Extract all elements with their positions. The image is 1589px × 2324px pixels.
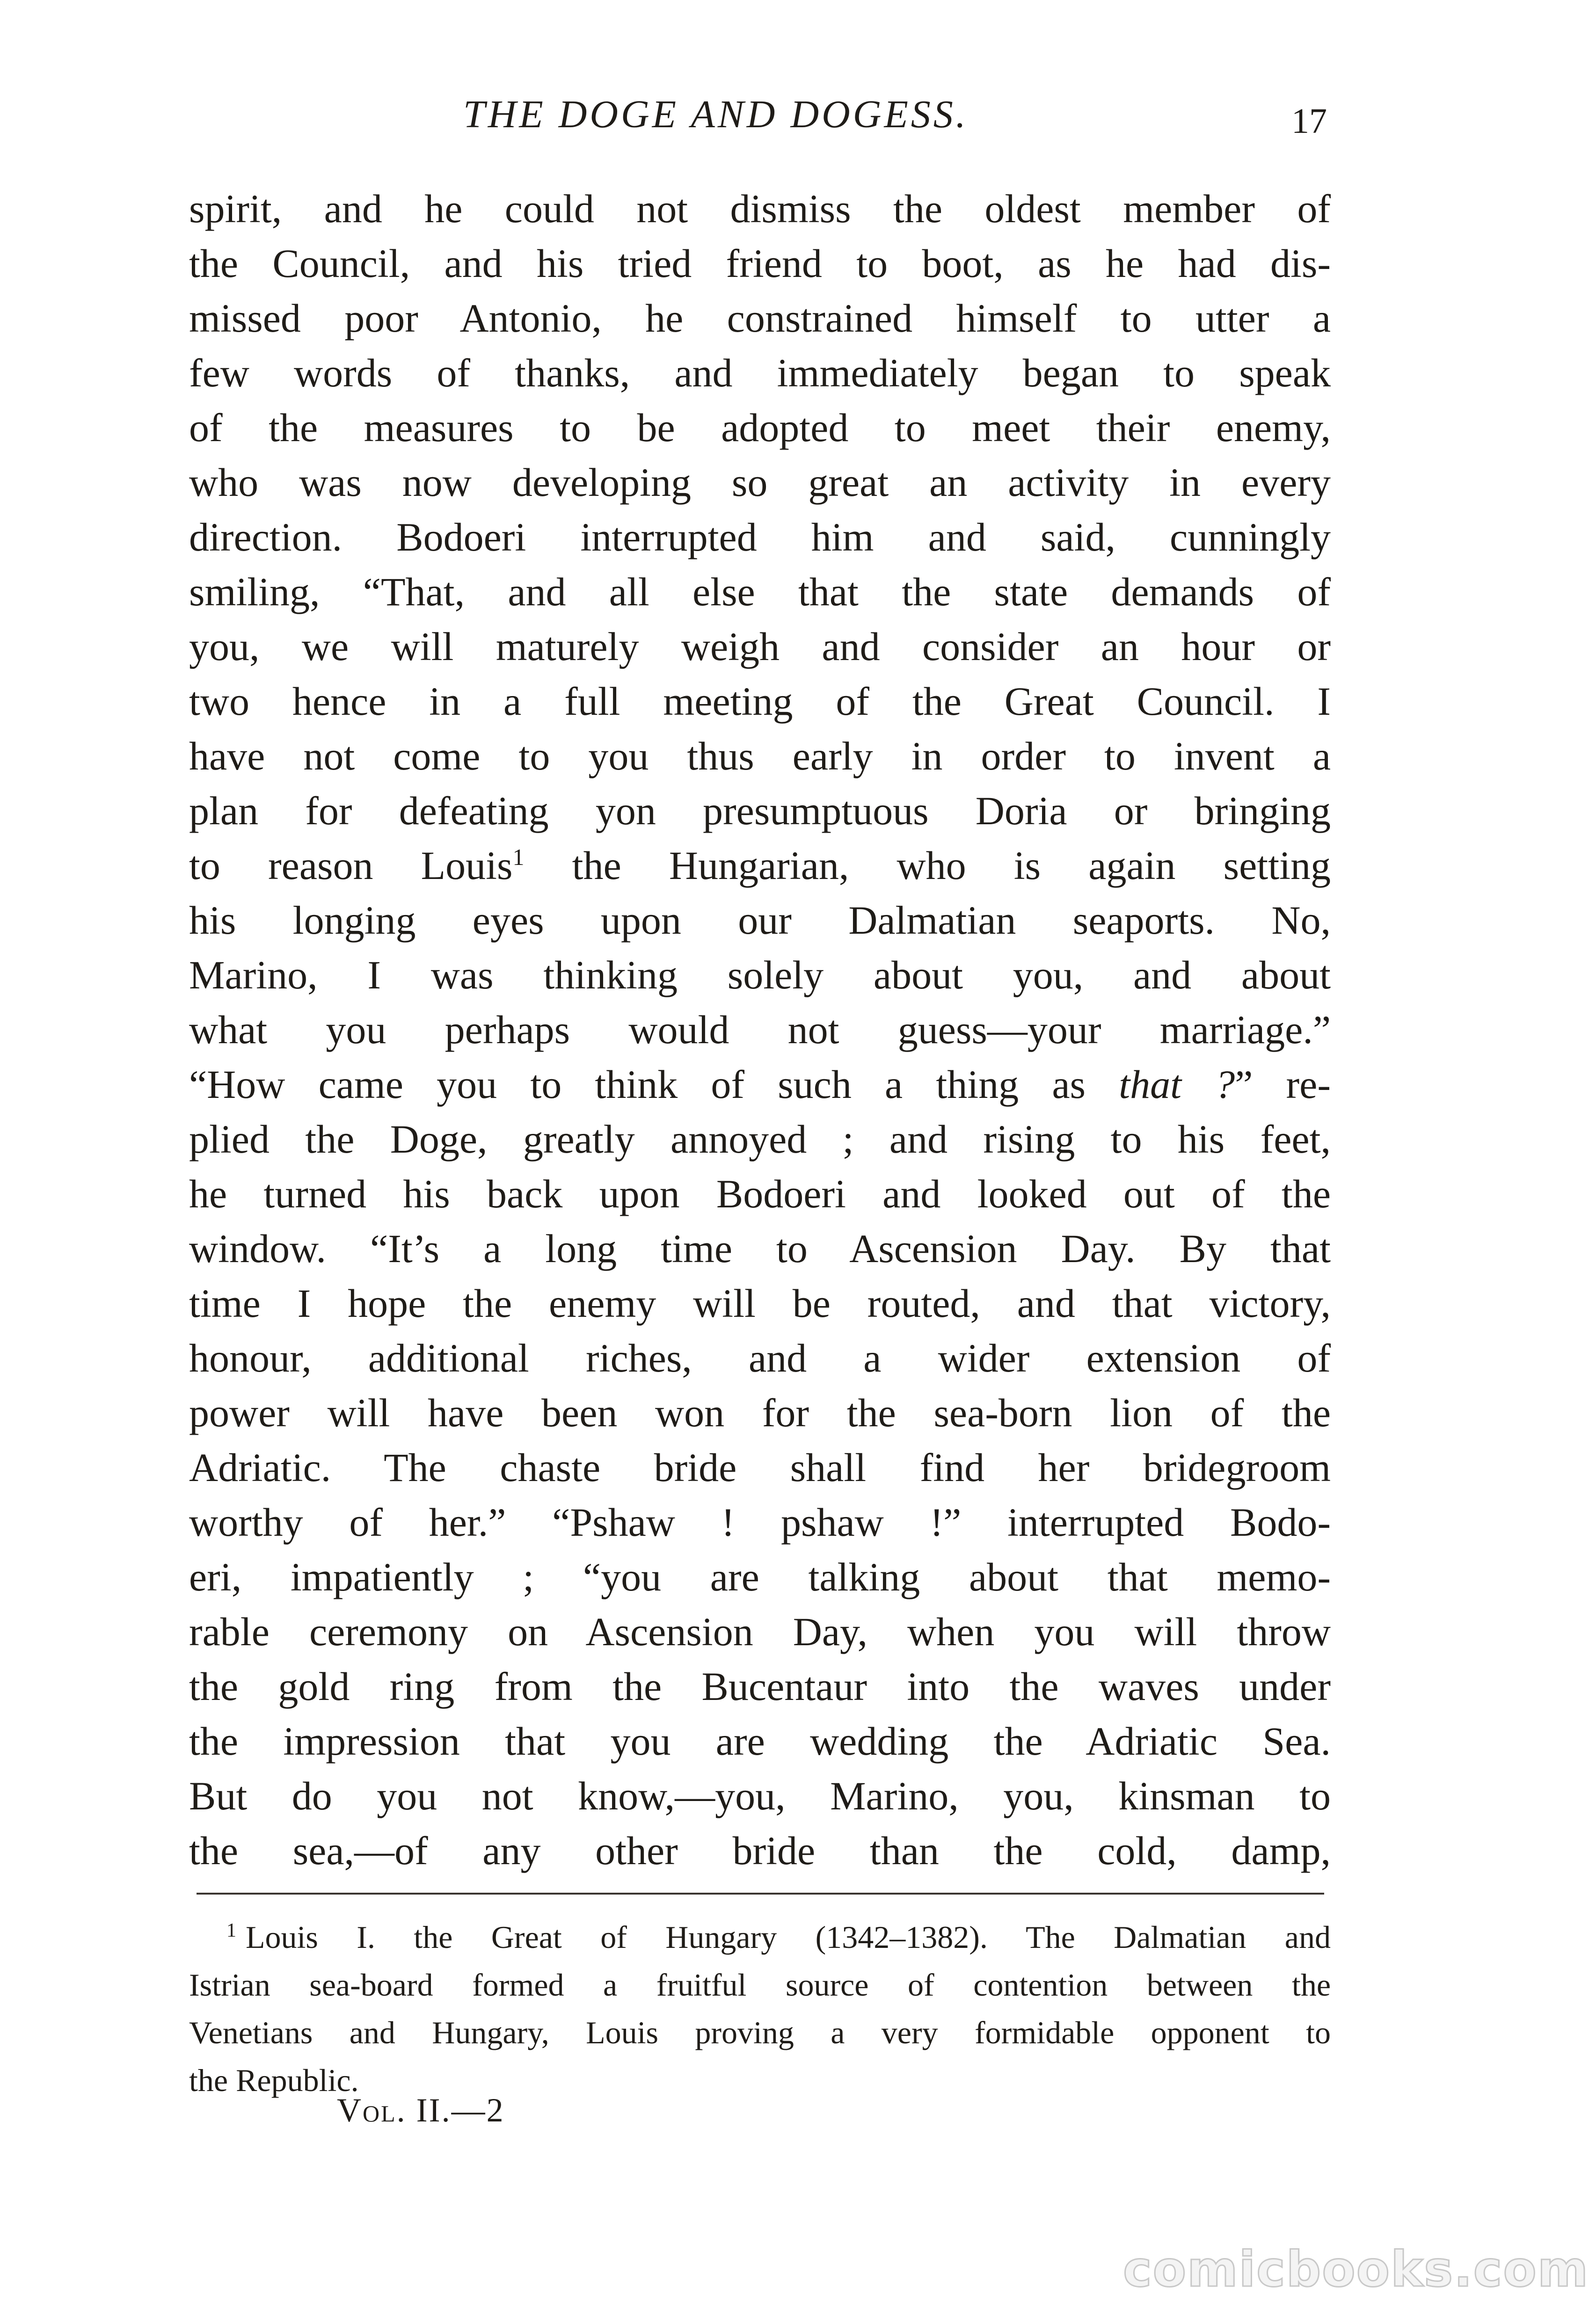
footnote-line: [189, 1913, 1331, 1961]
text-line: the Council, and his tried friend to boot, as he had dis-: [189, 241, 1331, 286]
running-title: THE DOGE AND DOGESS.: [463, 93, 969, 136]
text-line: his longing eyes upon our Dalmatian seaports. No,: [189, 898, 1331, 943]
text-segment: “How came you to think of such a thing as: [189, 1062, 1119, 1107]
footnote-line: [189, 2009, 1331, 2056]
text-line: few words of thanks, and immediately began to speak: [189, 350, 1331, 395]
text-line: of the measures to be adopted to meet their enemy,: [189, 405, 1331, 450]
footnote: [189, 1913, 1331, 2104]
text-line: missed poor Antonio, he constrained himself to utter a: [189, 296, 1331, 341]
footnote-marker: 1: [226, 1920, 236, 1941]
text-line: worthy of her.” “Pshaw ! pshaw !” interrupted Bodo-: [189, 1500, 1331, 1545]
text-line: [189, 1057, 1331, 1112]
body-text: [189, 182, 1331, 1878]
text-line: you, we will maturely weigh and consider an hour or: [189, 624, 1331, 669]
text-segment: to reason Louis: [189, 843, 513, 888]
text-line: plan for defeating yon presumptuous Doria or bringing: [189, 788, 1331, 833]
text-line: what you perhaps would not guess—your marriage.”: [189, 1007, 1331, 1052]
watermark: comicbooks.com: [1123, 2241, 1589, 2298]
footnote-reference: 1: [512, 844, 525, 870]
footnote-text: Louis I. the Great of Hungary (1342–1382). The Dalmatian and: [246, 1919, 1331, 1955]
text-line: Adriatic. The chaste bride shall find her bridegroom: [189, 1445, 1331, 1490]
text-line: direction. Bodoeri interrupted him and said, cunningly: [189, 515, 1331, 559]
text-line: the gold ring from the Bucentaur into the waves under: [189, 1664, 1331, 1709]
text-line: the impression that you are wedding the Adriatic Sea.: [189, 1719, 1331, 1764]
footnote-line: [189, 1961, 1331, 2009]
text-line: have not come to you thus early in order to invent a: [189, 734, 1331, 778]
text-segment: ” re-: [1235, 1062, 1331, 1107]
text-line: spirit, and he could not dismiss the oldest member of: [189, 186, 1331, 231]
text-line: window. “It’s a long time to Ascension Day. By that: [189, 1226, 1331, 1271]
footnote-text: Istrian sea-board formed a fruitful source of contention between the: [189, 1967, 1331, 2003]
text-line: two hence in a full meeting of the Great Council. I: [189, 679, 1331, 724]
volume-signature: Vol. II.—2: [337, 2092, 505, 2129]
text-line: the sea,—of any other bride than the cold, damp,: [189, 1828, 1331, 1873]
text-line: honour, additional riches, and a wider extension of: [189, 1336, 1331, 1380]
page-number: 17: [1291, 102, 1327, 141]
text-line: eri, impatiently ; “you are talking about that memo-: [189, 1554, 1331, 1599]
text-line: plied the Doge, greatly annoyed ; and rising to his feet,: [189, 1117, 1331, 1162]
footnote-text: Venetians and Hungary, Louis proving a very formidable opponent to: [189, 2015, 1331, 2050]
text-line: [189, 838, 1331, 893]
footnote-text: the Republic.: [189, 2063, 359, 2098]
text-line: But do you not know,—you, Marino, you, kinsman to: [189, 1773, 1331, 1818]
italic-emphasis: that ?: [1119, 1062, 1235, 1107]
text-line: smiling, “That, and all else that the state demands of: [189, 569, 1331, 614]
text-line: Marino, I was thinking solely about you, and about: [189, 952, 1331, 997]
text-segment: the Hungarian, who is again setting: [524, 843, 1331, 888]
text-line: time I hope the enemy will be routed, and that victory,: [189, 1281, 1331, 1326]
text-line: rable ceremony on Ascension Day, when you will throw: [189, 1609, 1331, 1654]
text-line: who was now developing so great an activity in every: [189, 460, 1331, 505]
footnote-rule: [197, 1893, 1324, 1895]
text-line: power will have been won for the sea-born lion of the: [189, 1390, 1331, 1435]
text-line: he turned his back upon Bodoeri and looked out of the: [189, 1171, 1331, 1216]
